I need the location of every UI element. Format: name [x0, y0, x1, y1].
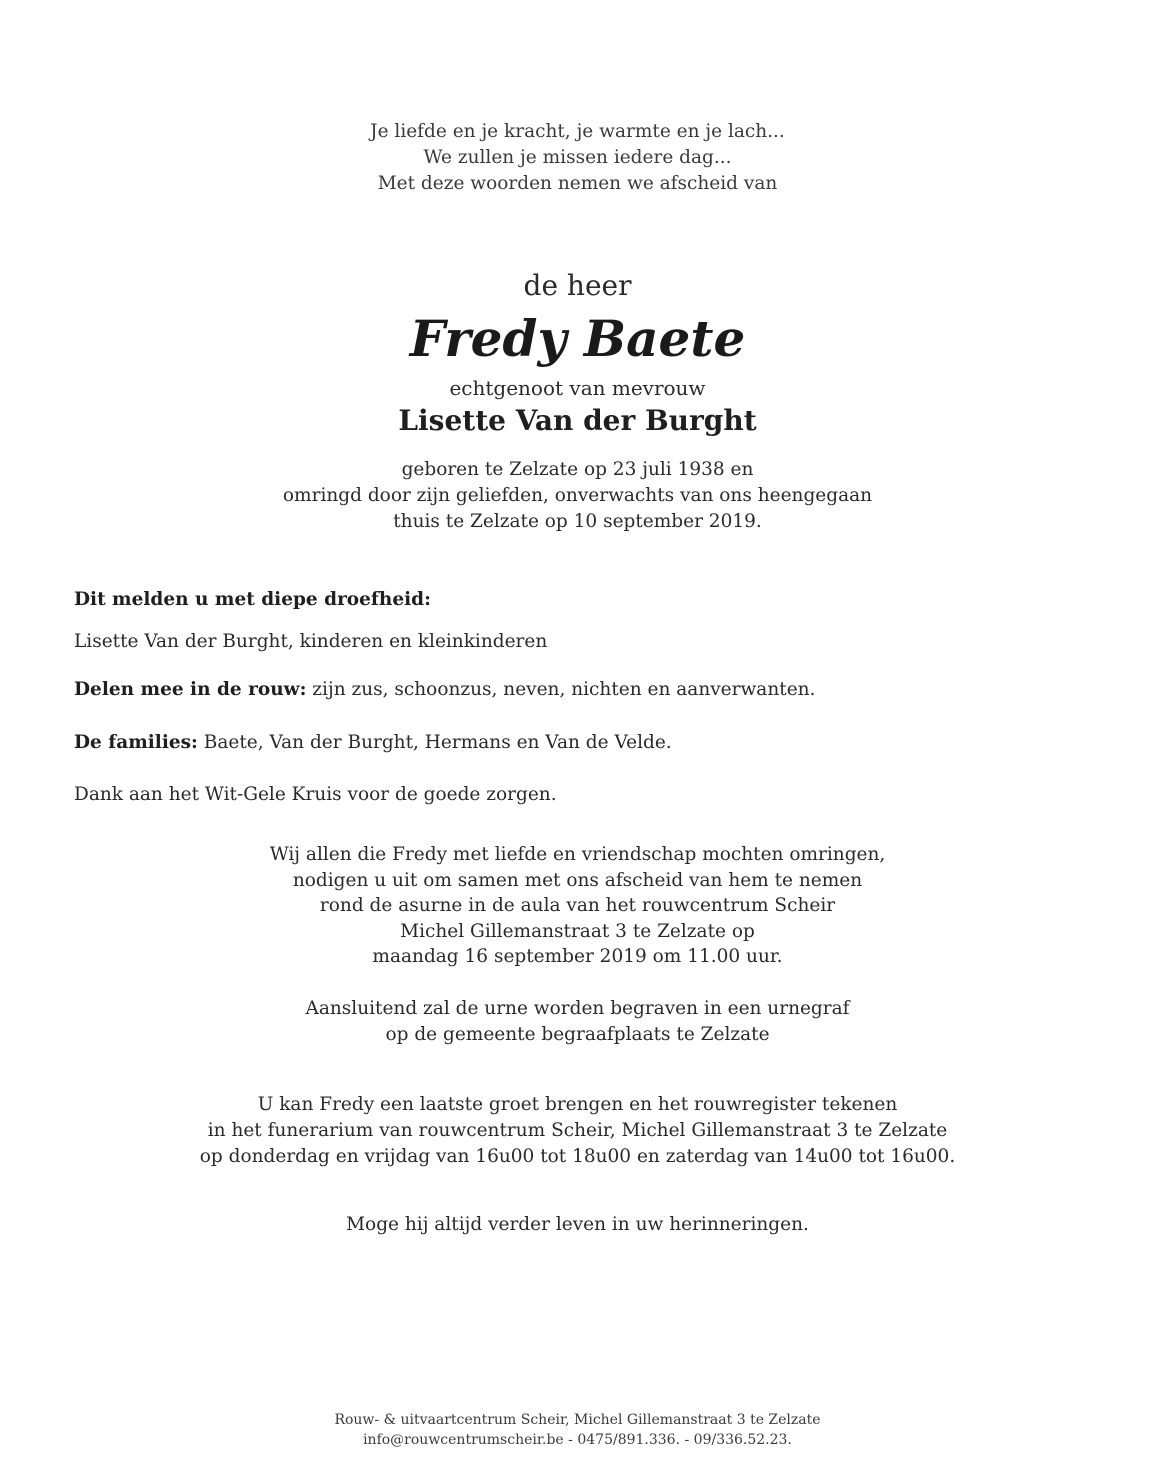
thanks-line: Dank aan het Wit-Gele Kruis voor de goede zorgen. — [74, 784, 557, 805]
ceremony-line: rond de asurne in de aula van het rouwcentrum Scheir — [319, 895, 836, 916]
share-mourning-text: zijn zus, schoonzus, neven, nichten en aanverwanten. — [306, 679, 816, 700]
life-line: omringd door zijn geliefden, onverwachts van ons heengegaan — [282, 485, 873, 506]
share-mourning-label: Delen mee in de rouw: — [74, 679, 307, 700]
closing-line: Moge hij altijd verder leven in uw herinneringen. — [346, 1214, 809, 1235]
deceased-name: Fredy Baete — [409, 309, 746, 368]
life-details — [0, 457, 1155, 535]
families-label: De families: — [74, 732, 198, 753]
footer-address: Rouw- & uitvaartcentrum Scheir, Michel Gillemanstraat 3 te Zelzate — [334, 1412, 821, 1428]
families-text: Baete, Van der Burght, Hermans en Van de Velde. — [197, 732, 672, 753]
spouse-intro: echtgenoot van mevrouw — [449, 376, 706, 400]
footer-contact: info@rouwcentrumscheir.be - 0475/891.336. - 09/336.52.23. — [363, 1432, 792, 1448]
share-mourning-line — [74, 677, 1084, 703]
announcement-family: Lisette Van der Burght, kinderen en kleinkinderen — [74, 631, 548, 652]
families-line — [74, 730, 1084, 756]
burial-block — [0, 996, 1155, 1048]
announcement-heading: Dit melden u met diepe droefheid: — [74, 589, 431, 610]
poem-line: Je liefde en je kracht, je warmte en je lach... — [370, 121, 785, 142]
life-line: thuis te Zelzate op 10 september 2019. — [393, 511, 762, 532]
visitation-block — [0, 1092, 1155, 1170]
ceremony-line: Michel Gillemanstraat 3 te Zelzate op — [400, 920, 755, 942]
life-line: geboren te Zelzate op 23 juli 1938 en — [401, 459, 754, 480]
burial-line: Aansluitend zal de urne worden begraven in een urnegraf — [305, 998, 850, 1019]
spouse-name: Lisette Van der Burght — [398, 404, 757, 437]
ceremony-line: maandag 16 september 2019 om 11.00 uur. — [372, 946, 783, 967]
burial-line: op de gemeente begraafplaats te Zelzate — [385, 1024, 770, 1045]
salutation: de heer — [523, 269, 632, 302]
ceremony-block — [0, 842, 1155, 970]
footer — [0, 1410, 1155, 1450]
visitation-line: in het funerarium van rouwcentrum Scheir, Michel Gillemanstraat 3 te Zelzate — [207, 1120, 948, 1141]
poem-line: Met deze woorden nemen we afscheid van — [377, 173, 778, 194]
ceremony-line: nodigen u uit om samen met ons afscheid van hem te nemen — [292, 869, 863, 891]
ceremony-line: Wij allen die Fredy met liefde en vriendschap mochten omringen, — [269, 844, 886, 865]
visitation-line: op donderdag en vrijdag van 16u00 tot 18u00 en zaterdag van 14u00 tot 16u00. — [199, 1146, 956, 1167]
poem-line: We zullen je missen iedere dag... — [423, 147, 732, 168]
poem-block — [0, 119, 1155, 197]
visitation-line: U kan Fredy een laatste groet brengen en het rouwregister tekenen — [257, 1094, 898, 1115]
